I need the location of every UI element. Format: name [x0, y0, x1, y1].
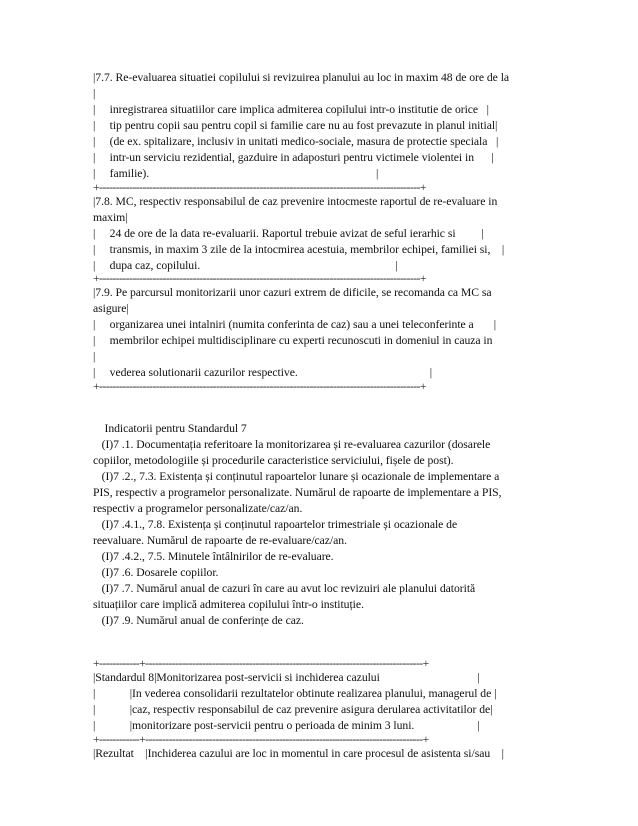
- table-row-7-7-line-6: | intr-un serviciu rezidential, gazduire in adaposturi pentru victimele violentei in |: [93, 151, 494, 164]
- table-separator: +------------+-----------------------------------------------------------------------------------+: [93, 657, 429, 670]
- table-row-7-8-line-1: |7.8. MC, respectiv responsabilul de caz prevenire intocmeste raportul de re-evaluare in: [93, 195, 498, 208]
- table-row-standard-8: |Standardul 8|Monitorizarea post-servicii si inchiderea cazului |: [93, 671, 480, 684]
- table-row-standard-8-line-3: | |caz, respectiv responsabilul de caz prevenire asigura derularea activitatilor de|: [93, 703, 493, 716]
- table-row-7-9-line-2: asigure|: [93, 302, 129, 315]
- table-row-7-8-line-2: maxim|: [93, 211, 128, 224]
- table-row-7-9-line-3: | organizarea unei intalniri (numita conferinta de caz) sau a unei teleconferinte a |: [93, 318, 497, 331]
- table-row-standard-8-line-2: | |In vederea consolidarii rezultatelor obtinute realizarea planului, managerul de |: [93, 687, 497, 700]
- table-row-7-7-line-2: |: [93, 87, 96, 100]
- table-row-7-7-line-7: | familie). |: [93, 167, 379, 180]
- indicator-line: (I)7 .4.1., 7.8. Existența și conținutul rapoartelor trimestriale și ocazionale de: [93, 518, 458, 531]
- indicator-line: (I)7 .4.2., 7.5. Minutele întâlnirilor de re-evaluare.: [93, 550, 334, 563]
- table-separator: +------------+-----------------------------------------------------------------------------------+: [93, 733, 429, 746]
- table-row-7-9-line-4: | membrilor echipei multidisciplinare cu experti recunoscuti in domeniul in cauza in: [93, 334, 493, 347]
- indicator-line: situațiilor care implică admiterea copilului într-o instituție.: [93, 598, 364, 611]
- table-row-7-8-line-3: | 24 de ore de la data re-evaluarii. Raportul trebuie avizat de seful ierarhic si |: [93, 227, 484, 240]
- table-row-standard-8-line-4: | |monitorizare post-servicii pentru o perioada de minim 3 luni. |: [93, 719, 480, 732]
- table-row-7-8-line-4: | transmis, in maxim 3 zile de la intocmirea acestuia, membrilor echipei, familiei si, |: [93, 243, 505, 256]
- table-separator: +------------------------------------------------------------------------------------------------+: [93, 181, 426, 194]
- table-row-7-7-line-5: | (de ex. spitalizare, inclusiv in unitati medico-sociale, masura de protectie speciala |: [93, 135, 499, 148]
- table-row-7-9-line-6: | vederea solutionarii cazurilor respective. |: [93, 366, 433, 379]
- indicator-line: respectiv a programelor personalizate/caz/an.: [93, 502, 303, 515]
- indicators-heading: Indicatorii pentru Standardul 7: [93, 422, 247, 435]
- table-separator: +------------------------------------------------------------------------------------------------+: [93, 272, 426, 285]
- indicator-line: reevaluare. Numărul de rapoarte de re-evaluare/caz/an.: [93, 534, 347, 547]
- indicator-line: PIS, respectiv a programelor personalizate. Numărul de rapoarte de implementare a PIS,: [93, 486, 502, 499]
- indicator-line: (I)7 .6. Dosarele copiilor.: [93, 566, 219, 579]
- indicator-line: copiilor, metodologiile și procedurile caracteristice serviciului, fișele de post).: [93, 454, 454, 467]
- table-row-rezultat: |Rezultat |Inchiderea cazului are loc in momentul in care procesul de asistenta si/sau |: [93, 747, 504, 760]
- table-row-7-9-line-1: |7.9. Pe parcursul monitorizarii unor cazuri extrem de dificile, se recomanda ca MC sa: [93, 286, 492, 299]
- table-row-7-9-line-5: |: [93, 350, 96, 363]
- table-row-7-8-line-5: | dupa caz, copilului. |: [93, 259, 398, 272]
- table-separator: +------------------------------------------------------------------------------------------------+: [93, 380, 426, 393]
- indicator-line: (I)7 .7. Numărul anual de cazuri în care au avut loc revizuiri ale planului datorită: [93, 582, 476, 595]
- table-row-7-7-line-4: | tip pentru copii sau pentru copil si familie care nu au fost prevazute in planul initial|: [93, 119, 498, 132]
- indicator-line: (I)7 .9. Numărul anual de conferințe de caz.: [93, 614, 304, 627]
- table-row-7-7-line-1: |7.7. Re-evaluarea situatiei copilului si revizuirea planului au loc in maxim 48 de ore de la: [93, 71, 510, 84]
- indicator-line: (I)7 .1. Documentația referitoare la monitorizarea și re-evaluarea cazurilor (dosarele: [93, 438, 491, 451]
- table-row-7-7-line-3: | inregistrarea situatiilor care implica admiterea copilului intr-o institutie de orice |: [93, 103, 489, 116]
- indicator-line: (I)7 .2., 7.3. Existența și conținutul rapoartelor lunare și ocazionale de implementare a: [93, 470, 500, 483]
